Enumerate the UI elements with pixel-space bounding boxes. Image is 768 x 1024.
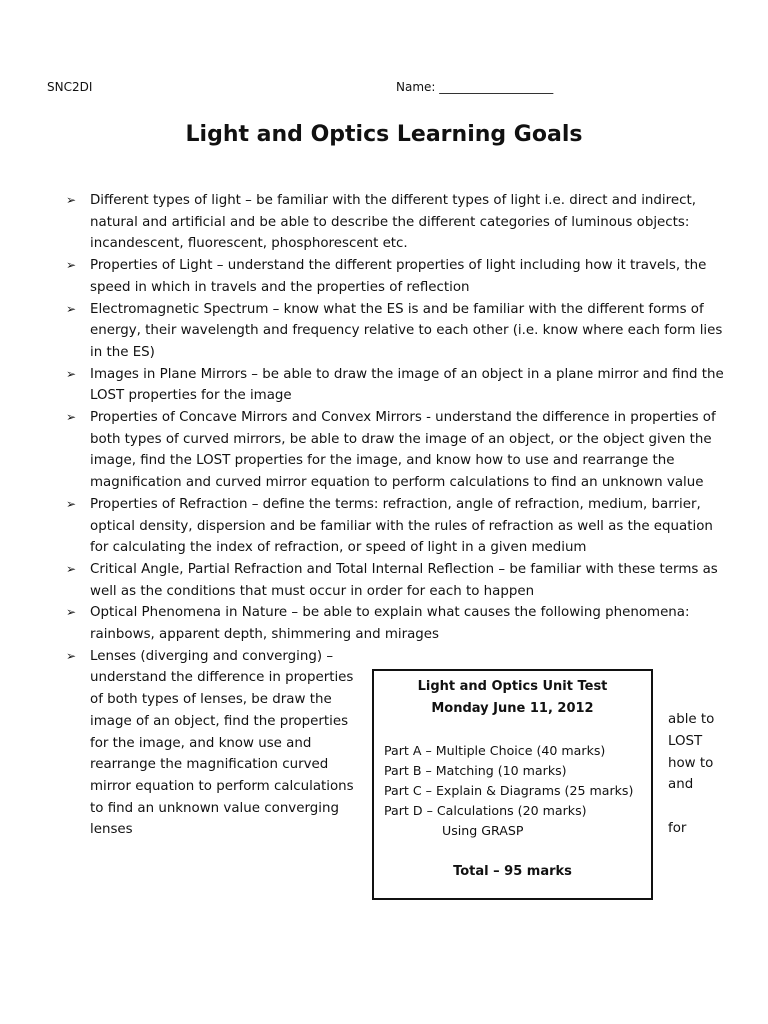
arrow-bullet-icon: ➢ <box>66 410 77 425</box>
overflow-text-fragment: LOST <box>668 734 703 749</box>
overflow-text-fragment: able to <box>668 712 715 727</box>
test-part: Part A – Multiple Choice (40 marks) <box>384 743 606 758</box>
test-title: Light and Optics Unit Test <box>417 679 608 694</box>
list-item <box>66 602 726 645</box>
goal-text: Electromagnetic Spectrum – know what the ES is and be familiar with the different forms of energy, their wavelength and frequency relative to each other (i.e. know where each form lies in the ES) <box>90 301 723 360</box>
test-part: Part C – Explain & Diagrams (25 marks) <box>384 783 634 798</box>
list-item <box>66 364 726 407</box>
goal-text: Critical Angle, Partial Refraction and Total Internal Reflection – be familiar with these terms as well as the conditions that must occur in order for each to happen <box>90 561 718 599</box>
arrow-bullet-icon: ➢ <box>66 605 77 620</box>
list-item <box>66 299 726 364</box>
goal-text: Properties of Refraction – define the terms: refraction, angle of refraction, medium, barrier, optical density, dispersion and be familiar with the rules of refraction as well as the equation for calculating the index of refraction, or speed of light in a given medium <box>90 496 713 556</box>
test-part: Part B – Matching (10 marks) <box>384 763 567 778</box>
list-item <box>66 494 726 559</box>
goal-text: Lenses (diverging and converging) – understand the difference in properties of both types of lenses, be draw the image of an object, find the properties for the image, and know use and rearrange the magnification curved mirror equation to perform calculations to find an unknown value converging lenses <box>90 648 354 838</box>
name-field: Name: ___________________ <box>396 80 554 94</box>
list-item <box>66 255 726 298</box>
test-date: Monday June 11, 2012 <box>431 701 594 716</box>
test-total: Total – 95 marks <box>453 864 572 879</box>
grasp-note: Using GRASP <box>442 823 524 838</box>
page-title: Light and Optics Learning Goals <box>185 122 583 147</box>
arrow-bullet-icon: ➢ <box>66 366 77 381</box>
test-part: Part D – Calculations (20 marks) <box>384 803 587 818</box>
course-code: SNC2DI <box>47 80 93 94</box>
arrow-bullet-icon: ➢ <box>66 193 77 207</box>
goal-text: Images in Plane Mirrors – be able to draw the image of an object in a plane mirror and find the LOST properties for the image <box>90 366 724 404</box>
list-item <box>66 559 726 602</box>
overflow-text-fragment: for <box>668 821 687 836</box>
arrow-bullet-icon: ➢ <box>66 258 77 273</box>
unit-test-box <box>372 669 653 900</box>
goal-text: Different types of light – be familiar with the different types of light i.e. direct and indirect, natural and artificial and be able to describe the different categories of luminous objects: incandescent, fluorescent, phosphorescent etc. <box>90 193 696 252</box>
arrow-bullet-icon: ➢ <box>66 561 77 576</box>
overflow-text-fragment: and <box>668 777 694 792</box>
arrow-bullet-icon: ➢ <box>66 496 77 511</box>
goal-text: Properties of Concave Mirrors and Convex Mirrors - understand the difference in properties of both types of curved mirrors, be able to draw the image of an object, or the object given the image, find the LOST properties for the image, and know how to use and rearrange the magnification and curved mirror equation to perform calculations to find an unknown value <box>90 410 716 491</box>
list-item <box>66 646 360 841</box>
list-item <box>66 407 726 494</box>
goal-text: Properties of Light – understand the different properties of light including how it travels, the speed in which in travels and the properties of reflection <box>90 258 707 295</box>
overflow-text-fragment: how to <box>668 756 714 771</box>
goal-text: Optical Phenomena in Nature – be able to explain what causes the following phenomena: rainbows, apparent depth, shimmering and mirages <box>90 605 690 643</box>
arrow-bullet-icon: ➢ <box>66 301 77 316</box>
list-item <box>66 190 726 255</box>
arrow-bullet-icon: ➢ <box>66 648 77 663</box>
